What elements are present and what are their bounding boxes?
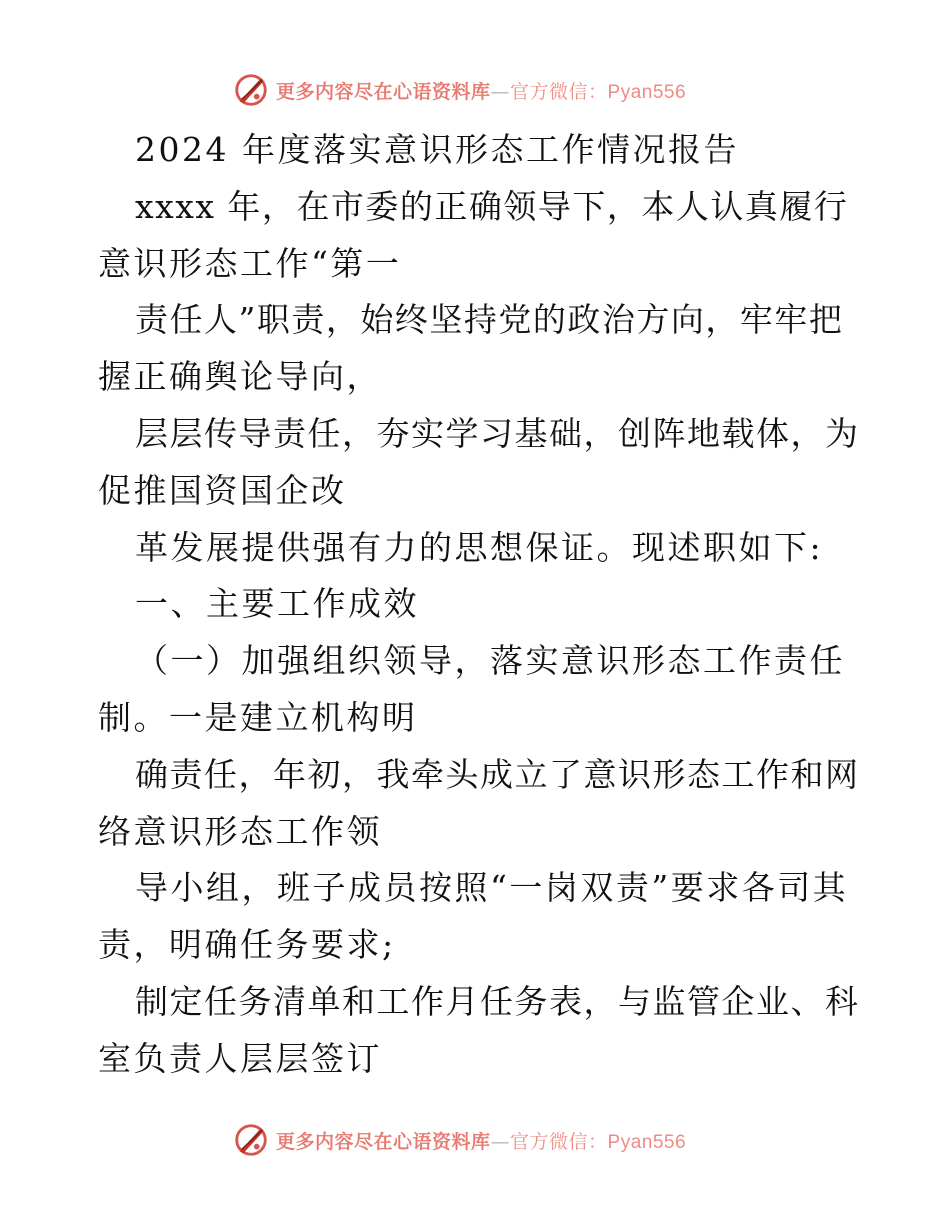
text-line: 层层传导责任，夯实学习基础，创阵地载体，为 [135,413,860,453]
text-line: 确责任，年初，我牵头成立了意识形态工作和网 [135,754,860,794]
text-line: 意识形态工作“第一 [98,243,402,283]
watermark-text: 更多内容尽在心语资料库—官方微信：Pyan556 [276,80,687,103]
text-line: 络意识形态工作领 [98,811,382,851]
text-line: （一）加强组织领导，落实意识形态工作责任 [135,641,845,681]
footer-watermark [232,1120,686,1160]
text-line: 革发展提供强有力的思想保证。现述职如下: [135,527,824,567]
quill-seal-logo-icon [232,71,270,109]
text-line: 促推国资国企改 [98,470,347,510]
text-line: 握正确舆论导向， [98,357,382,397]
text-line: 一、主要工作成效 [135,584,419,624]
text-line: 室负责人层层签订 [98,1038,382,1078]
header-watermark [232,70,686,110]
text-line: 制。一是建立机构明 [98,697,418,737]
text-line: 制定任务清单和工作月任务表，与监管企业、科 [135,981,860,1021]
watermark-text: 更多内容尽在心语资料库—官方微信：Pyan556 [276,1130,687,1153]
text-line: 责任人”职责，始终坚持党的政治方向，牢牢把 [135,300,844,340]
document-body [98,122,858,1088]
quill-seal-logo-icon [232,1121,270,1159]
text-line: 责，明确任务要求; [98,925,396,965]
text-line: xxxx 年，在市委的正确领导下，本人认真履行 [135,186,849,226]
text-line: 导小组，班子成员按照“一岗双责”要求各司其 [135,868,849,908]
document-title: 2024 年度落实意识形态工作情况报告 [135,130,739,169]
